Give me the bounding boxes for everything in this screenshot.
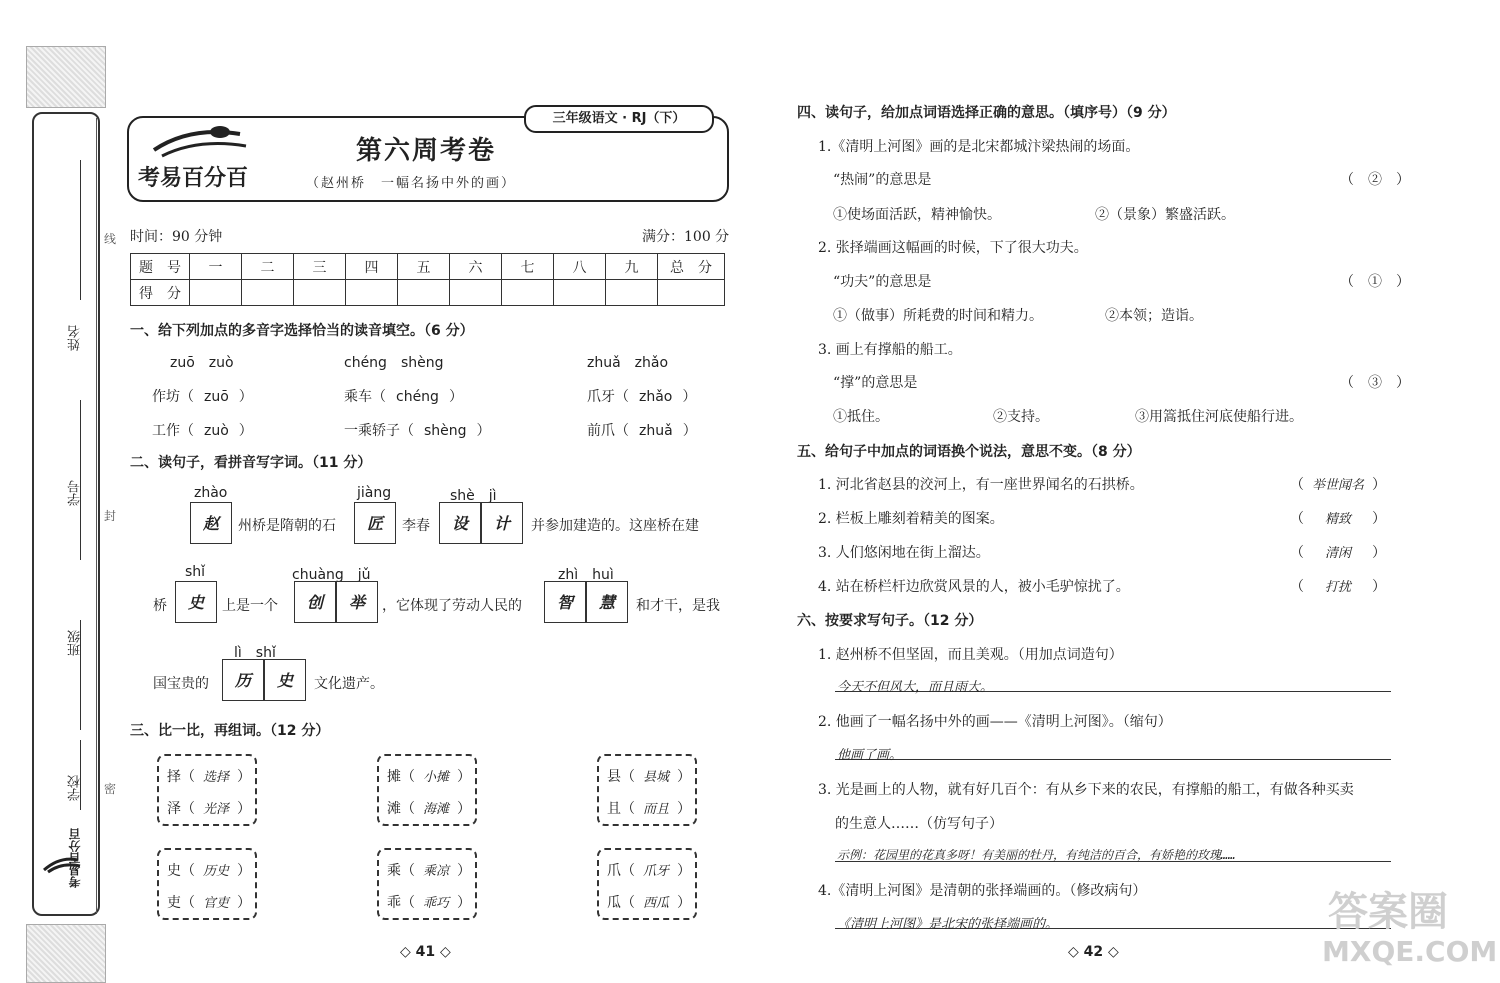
score-header-cell: 三 bbox=[294, 254, 346, 280]
q4-line: “撑”的意思是 bbox=[833, 375, 918, 391]
q4-line: “热闹”的意思是 bbox=[833, 172, 932, 188]
q1-answer: shèng bbox=[424, 423, 467, 439]
q5-line: 2. 栏板上雕刻着精美的图案。 bbox=[818, 511, 1004, 527]
q3-box: 乘（ 乘凉 ） 乖（ 乖巧 ） bbox=[377, 848, 477, 920]
q2-text: 和才干，是我 bbox=[636, 598, 720, 614]
q2-char-box[interactable]: 计 bbox=[481, 502, 523, 544]
watermark-logo: 答案圈 bbox=[1328, 889, 1448, 935]
score-header-cell: 二 bbox=[242, 254, 294, 280]
q4-line: 3. 画上有撑船的船工。 bbox=[818, 342, 962, 358]
q2-text: 李春 bbox=[402, 518, 430, 534]
score-header-cell: 四 bbox=[346, 254, 398, 280]
q6-prompt: 2. 他画了一幅名扬中外的画——《清明上河图》。（缩句） bbox=[818, 714, 1172, 730]
q3-box: 摊（ 小摊 ） 滩（ 海滩 ） bbox=[377, 754, 477, 826]
q5-answer-paren: （ 打扰 ） bbox=[1290, 579, 1386, 595]
score-cell[interactable] bbox=[554, 280, 606, 306]
q6-answer-line[interactable]: 示例：花园里的花真多呀！有美丽的牡丹，有纯洁的百合，有娇艳的玫瑰…… bbox=[835, 846, 1391, 862]
binding-pattern-top bbox=[26, 46, 106, 108]
q1-item: 乘车（ chéng ） bbox=[344, 389, 463, 405]
q6-prompt: 4.《清明上河图》是清朝的张择端画的。（修改病句） bbox=[818, 883, 1147, 899]
brand-name: 考易百分百 bbox=[138, 166, 249, 191]
q2-char-box[interactable]: 史 bbox=[264, 659, 306, 701]
score-header-cell: 八 bbox=[554, 254, 606, 280]
q1-pinyin: chéng shèng bbox=[344, 355, 444, 371]
q5-heading: 五、给句子中加点的词语换个说法，意思不变。（8 分） bbox=[797, 444, 1141, 460]
q5-line: 1. 河北省赵县的洨河上，有一座世界闻名的石拱桥。 bbox=[818, 477, 1144, 493]
q3-box: 爪（ 爪牙 ） 瓜（ 西瓜 ） bbox=[597, 848, 697, 920]
school-label: 学校 bbox=[68, 775, 83, 801]
q4-line: ①抵住。 bbox=[833, 409, 889, 425]
score-header-cell: 总 分 bbox=[658, 254, 725, 280]
q4-heading: 四、读句子，给加点词语选择正确的意思。（填序号）（9 分） bbox=[797, 105, 1176, 121]
score-header-cell: 九 bbox=[606, 254, 658, 280]
q1-answer: zhuǎ bbox=[639, 423, 673, 439]
q3-box: 择（ 选择 ） 泽（ 光泽 ） bbox=[157, 754, 257, 826]
q6-prompt: 1. 赵州桥不但坚固，而且美观。（用加点词造句） bbox=[818, 647, 1123, 663]
q2-char-box[interactable]: 匠 bbox=[354, 502, 396, 544]
q6-prompt: 的生意人……（仿写句子） bbox=[835, 816, 1003, 832]
q2-char-box[interactable]: 创 bbox=[294, 581, 336, 623]
score-header-cell: 题 号 bbox=[131, 254, 190, 280]
page-number-right: ◇ 42 ◇ bbox=[1068, 944, 1119, 960]
score-table bbox=[130, 253, 725, 306]
q4-line: 1.《清明上河图》画的是北宋都城汴梁热闹的场面。 bbox=[818, 139, 1140, 155]
q4-line: 2. 张择端画这幅画的时候，下了很大功夫。 bbox=[818, 240, 1088, 256]
score-header-cell: 六 bbox=[450, 254, 502, 280]
binding-line bbox=[96, 118, 97, 914]
q1-item: 一乘轿子（ shèng ） bbox=[344, 423, 491, 439]
q1-pinyin: zhuǎ zhǎo bbox=[587, 355, 669, 371]
q1-item: 前爪（ zhuǎ ） bbox=[587, 423, 697, 439]
q3-box: 县（ 县城 ） 且（ 而且 ） bbox=[597, 754, 697, 826]
q1-item: 工作（ zuò ） bbox=[152, 423, 253, 439]
q2-pinyin: lì shǐ bbox=[234, 645, 276, 661]
exam-title: 第六周考卷 bbox=[356, 136, 497, 166]
q5-answer-paren: （ 举世闻名 ） bbox=[1290, 477, 1386, 493]
q1-answer: zuō bbox=[204, 389, 229, 405]
score-cell[interactable] bbox=[502, 280, 554, 306]
q1-answer: zhǎo bbox=[639, 389, 673, 405]
score-header-cell: 五 bbox=[398, 254, 450, 280]
q5-answer-paren: （ 精致 ） bbox=[1290, 511, 1386, 527]
q2-char-box[interactable]: 智 bbox=[544, 581, 586, 623]
binding-pattern-bottom bbox=[26, 924, 106, 983]
q4-answer: （ ① ） bbox=[1340, 274, 1410, 290]
q4-answer: （ ③ ） bbox=[1340, 375, 1410, 391]
q4-line: ①（做事）所耗费的时间和精力。 bbox=[833, 308, 1043, 324]
score-cell[interactable] bbox=[346, 280, 398, 306]
brand-logo-small bbox=[42, 852, 82, 874]
q2-char-box[interactable]: 设 bbox=[439, 502, 481, 544]
q1-pinyin: zuō zuò bbox=[170, 355, 234, 371]
score-row-label: 得 分 bbox=[131, 280, 190, 306]
q3-heading: 三、比一比，再组词。（12 分） bbox=[130, 723, 330, 739]
q2-heading: 二、读句子，看拼音写字词。（11 分） bbox=[130, 455, 372, 471]
q2-char-box[interactable]: 慧 bbox=[586, 581, 628, 623]
q1-answer: zuò bbox=[204, 423, 229, 439]
score-cell[interactable] bbox=[658, 280, 725, 306]
q1-item: 爪牙（ zhǎo ） bbox=[587, 389, 697, 405]
seal-secret-mark: 密 bbox=[104, 782, 117, 796]
q1-item: 作坊（ zuō ） bbox=[152, 389, 253, 405]
q2-char-box[interactable]: 历 bbox=[222, 659, 264, 701]
q6-answer-line[interactable]: 今天不但风大，而且雨大。 bbox=[835, 676, 1391, 692]
q2-pinyin: jiàng bbox=[357, 485, 392, 501]
page-number-left: ◇ 41 ◇ bbox=[400, 944, 451, 960]
grade-tag: 三年级语文 · RJ（下） bbox=[524, 105, 714, 133]
q5-line: 4. 站在桥栏杆边欣赏风景的人，被小毛驴惊扰了。 bbox=[818, 579, 1130, 595]
q4-line: ②（景象）繁盛活跃。 bbox=[1095, 207, 1235, 223]
q6-answer-line[interactable]: 《清明上河图》是北宋的张择端画的。 bbox=[835, 913, 1391, 929]
q4-line: ③用篙抵住河底使船行进。 bbox=[1135, 409, 1303, 425]
watermark-url: MXQE.COM bbox=[1322, 935, 1498, 968]
q3-box: 史（ 历史 ） 吏（ 官吏 ） bbox=[157, 848, 257, 920]
q2-text: 并参加建造的。这座桥在建 bbox=[531, 518, 699, 534]
q2-pinyin: shè jì bbox=[450, 488, 497, 504]
q2-text: 国宝贵的 bbox=[153, 676, 209, 692]
score-cell[interactable] bbox=[190, 280, 242, 306]
q1-answer: chéng bbox=[396, 389, 439, 405]
q2-char-box[interactable]: 史 bbox=[175, 581, 217, 623]
q2-pinyin: zhì huì bbox=[558, 567, 614, 583]
score-cell[interactable] bbox=[398, 280, 450, 306]
q2-text: ，它体现了劳动人民的 bbox=[382, 598, 522, 614]
q5-answer-paren: （ 清闲 ） bbox=[1290, 545, 1386, 561]
q5-line: 3. 人们悠闲地在街上溜达。 bbox=[818, 545, 990, 561]
q4-line: ①使场面活跃，精神愉快。 bbox=[833, 207, 1001, 223]
exam-subtitle: （赵州桥 一幅名扬中外的画） bbox=[306, 176, 517, 191]
seal-line-mark: 线 bbox=[104, 232, 117, 246]
score-header-cell: 七 bbox=[502, 254, 554, 280]
q6-prompt: 3. 光是画上的人物，就有好几百个：有从乡下来的农民，有撑船的船工，有做各种买卖 bbox=[818, 782, 1354, 798]
q6-answer-line[interactable]: 他画了画。 bbox=[835, 744, 1391, 760]
class-label: 班级 bbox=[68, 630, 83, 656]
q4-line: “功夫”的意思是 bbox=[833, 274, 932, 290]
full-score: 满分：100 分 bbox=[642, 229, 730, 245]
brand-logo bbox=[150, 120, 250, 160]
q2-char-box[interactable]: 举 bbox=[336, 581, 378, 623]
sidebar-brand: 考易百分百 bbox=[68, 828, 82, 888]
time-limit: 时间：90 分钟 bbox=[130, 229, 223, 245]
q4-answer: （ ② ） bbox=[1340, 172, 1410, 188]
q6-heading: 六、按要求写句子。（12 分） bbox=[797, 613, 983, 629]
q2-text: 上是一个 bbox=[222, 598, 278, 614]
score-cell[interactable] bbox=[450, 280, 502, 306]
score-header-cell: 一 bbox=[190, 254, 242, 280]
q1-heading: 一、给下列加点的多音字选择恰当的读音填空。（6 分） bbox=[130, 323, 474, 339]
score-cell[interactable] bbox=[606, 280, 658, 306]
q2-char-box[interactable]: 赵 bbox=[190, 502, 232, 544]
score-cell[interactable] bbox=[294, 280, 346, 306]
q2-pinyin: chuàng jǔ bbox=[292, 567, 371, 583]
seal-seal-mark: 封 bbox=[104, 509, 117, 523]
q2-pinyin: shǐ bbox=[185, 564, 206, 580]
q2-text: 桥 bbox=[153, 598, 167, 614]
q4-line: ②本领；造诣。 bbox=[1105, 308, 1203, 324]
q4-line: ②支持。 bbox=[993, 409, 1049, 425]
id-label: 学号 bbox=[68, 480, 83, 506]
q2-text: 文化遗产。 bbox=[314, 676, 384, 692]
q2-pinyin: zhào bbox=[194, 485, 228, 501]
score-cell[interactable] bbox=[242, 280, 294, 306]
name-line bbox=[80, 160, 81, 300]
name-label: 姓名 bbox=[68, 325, 83, 351]
q2-text: 州桥是隋朝的石 bbox=[238, 518, 336, 534]
